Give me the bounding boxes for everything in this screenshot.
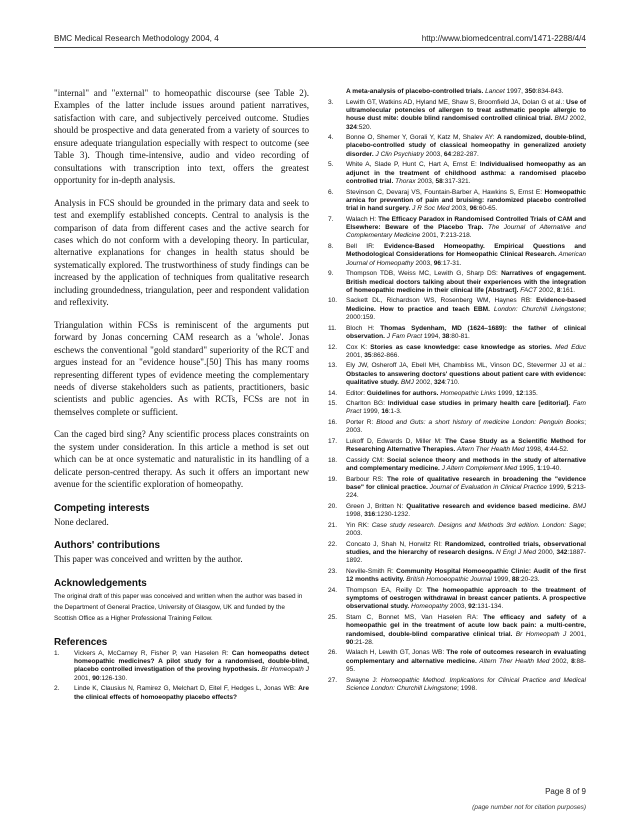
reference-year: 1998,: [524, 446, 545, 454]
reference-pages: :44-52.: [548, 446, 569, 454]
reference-item: [328, 161, 586, 186]
authors-contributions-heading: Authors' contributions: [54, 540, 161, 552]
reference-year: 1999,: [495, 389, 516, 397]
reference-year: 1999,: [547, 483, 568, 491]
reference-pages: :710.: [444, 379, 460, 387]
reference-title: Evidence-based Medicine. How to practice and teach EBM.: [346, 297, 586, 313]
reference-text: [74, 685, 309, 702]
reference-text: [346, 457, 586, 474]
reference-pages: :161.: [560, 286, 576, 294]
reference-volume: 350: [524, 88, 536, 95]
reference-title: The homeopathic approach to the treatment of symptoms of oestrogen withdrawal in breast cancer patients. A prospective observational study.: [346, 586, 586, 611]
reference-pages: :80-81.: [449, 332, 470, 340]
reference-pages: :862-866.: [371, 351, 400, 359]
reference-text: [346, 587, 586, 612]
reference-authors: Swayne J:: [346, 676, 381, 684]
reference-item: [54, 685, 309, 702]
journal-citation: BMC Medical Research Methodology 2004, 4: [54, 34, 219, 43]
reference-number: 8.: [328, 242, 334, 250]
reference-year: 2003,: [413, 259, 434, 267]
reference-volume: 92: [468, 603, 476, 611]
reference-number: 14.: [328, 389, 338, 397]
reference-year: 2001,: [566, 630, 587, 638]
reference-text: [346, 541, 586, 566]
reference-item: [328, 522, 586, 539]
reference-item: [328, 677, 586, 694]
reference-title: Are the clinical effects of homoeopathy placebo effects?: [74, 685, 309, 701]
reference-authors: Barbour RS:: [346, 475, 387, 483]
reference-authors: Walach H, Lewith GT, Jonas WB:: [346, 649, 447, 657]
reference-text: [346, 297, 586, 322]
reference-volume: 1: [537, 465, 541, 473]
reference-text: [346, 438, 586, 455]
reference-year: 1997,: [504, 88, 525, 95]
reference-year: 2000,: [536, 548, 557, 556]
reference-text: [74, 650, 309, 683]
reference-number: 10.: [328, 297, 338, 305]
reference-text: [346, 476, 586, 501]
reference-volume: 90: [92, 674, 100, 682]
reference-authors: Vickers A, McCarney R, Fisher P, van Haselen R:: [74, 649, 232, 657]
reference-journal: BMJ: [399, 379, 414, 387]
reference-title: A randomized, double-blind, placebo-controlled study of classical homeopathy in generalized anxiety disorder.: [346, 134, 586, 158]
reference-journal: Homeopathic Method. Implications for Clinical Practice and Medical Science London: Churchill Livingstone: [346, 676, 587, 693]
reference-year: 2003,: [449, 205, 470, 213]
reference-volume: 58: [435, 178, 443, 185]
reference-authors: Thompson EA, Reilly D:: [346, 586, 427, 594]
reference-authors: Yin RK:: [346, 521, 372, 529]
reference-journal: Altern Ther Health Med: [476, 657, 550, 665]
reference-year: 2001,: [74, 674, 93, 682]
reference-year: 2001,: [346, 351, 365, 359]
reference-year: ; 2003.: [346, 419, 587, 435]
reference-number: 3.: [328, 98, 334, 106]
reference-journal: American Journal of Homeopathy: [346, 251, 586, 267]
reference-number: 12.: [328, 343, 338, 351]
reference-journal: BMJ: [570, 502, 586, 510]
reference-number: 21.: [328, 521, 338, 529]
reference-journal: Fam Pract: [346, 400, 586, 416]
reference-year: 1999,: [361, 408, 382, 416]
reference-journal: Med Educ: [551, 343, 586, 351]
reference-year: 1995,: [517, 465, 538, 473]
reference-pages: :834-843.: [535, 88, 564, 95]
reference-volume: 96: [433, 259, 442, 267]
reference-title: Individual case studies in primary health care [editorial].: [387, 400, 571, 408]
authors-contributions-text: This paper was conceived and written by the author.: [54, 554, 243, 565]
reference-authors: Ely JW, Osheroff JA, Ebell MH, Chambliss ML, Vinson DC, Stevermer JJ et al.:: [346, 362, 586, 370]
reference-item: [328, 438, 586, 455]
right-column: [328, 88, 586, 696]
body-paragraph: "internal" and "external" to homeopathic discourse (see Table 2). Examples of the latter include issues around patient narratives, satisfaction with care, and subjectively perceived outcome. Studies should be prospective and data generated from a variety of sources to ensure adequate triangulation especially with respect to outcome (see Table 3). Though time-intensive, audio and video recording of consultations with transcription into text, offers the greatest opportunity for in-depth analysis.: [54, 88, 309, 186]
reference-number: 26.: [328, 649, 338, 657]
reference-text: [346, 568, 586, 585]
reference-text: [346, 189, 586, 214]
reference-number: 22.: [328, 540, 338, 548]
reference-journal: J R Soc Med: [410, 205, 450, 213]
reference-number: 7.: [328, 215, 334, 223]
reference-item: [328, 400, 586, 417]
reference-number: 16.: [328, 419, 338, 426]
reference-volume: 90: [346, 638, 354, 646]
reference-list-right: [328, 88, 586, 693]
reference-journal: Thorax: [393, 178, 416, 185]
reference-item: [328, 390, 586, 398]
reference-year: 1999,: [491, 576, 512, 584]
reference-text: [346, 88, 586, 96]
reference-journal: Lancet: [483, 88, 505, 95]
reference-item: [328, 325, 586, 342]
reference-text: [346, 325, 586, 342]
reference-year: 2003,: [423, 150, 444, 158]
reference-item: [328, 134, 586, 159]
reference-number: 13.: [328, 362, 338, 370]
reference-number: [328, 88, 346, 96]
reference-pages: :21-28.: [353, 638, 374, 646]
reference-authors: Charlton BG:: [346, 400, 388, 408]
reference-title: Social science theory and methods in the study of alternative and complementary medicine.: [346, 456, 586, 473]
reference-title: Stories as case knowledge: case knowledge as stories.: [370, 343, 552, 351]
reference-volume: 35: [364, 351, 372, 359]
reference-authors: Cassidy CM:: [346, 456, 387, 464]
reference-text: [346, 270, 586, 295]
reference-pages: :126-130.: [99, 674, 128, 682]
reference-title: The role of qualitative research in broadening the "evidence base" for clinical practice.: [346, 475, 586, 491]
reference-year: ; 2000:159.: [346, 305, 586, 322]
reference-number: 9.: [328, 270, 334, 278]
reference-authors: White A, Slade P, Hunt C, Hart A, Ernst E:: [346, 161, 480, 169]
competing-interests-heading: Competing interests: [54, 502, 150, 514]
reference-number: 18.: [328, 456, 338, 464]
article-url[interactable]: http://www.biomedcentral.com/1471-2288/4/4: [421, 34, 586, 43]
reference-journal: The Journal of Alternative and Complementary Medicine: [346, 224, 586, 240]
reference-journal: BMJ: [552, 115, 568, 123]
reference-year: 2001,: [420, 232, 441, 240]
reference-title: The role of outcomes research in evaluating complementary and alternative medicine.: [346, 649, 586, 665]
reference-year: 2002,: [549, 657, 572, 665]
reference-authors: Lewith GT, Watkins AD, Hyland ME, Shaw S, Broomfield JA, Dolan G et al.:: [346, 98, 566, 106]
reference-number: 20.: [328, 502, 338, 510]
reference-number: 2.: [54, 685, 60, 693]
reference-volume: 7: [440, 232, 444, 240]
reference-authors: Sackett DL, Richardson WS, Rosenberg WM, Haynes RB:: [346, 297, 537, 305]
reference-authors: Green J, Britten N:: [346, 502, 407, 510]
reference-number: 11.: [328, 324, 337, 332]
reference-title: Narratives of engagement. British medical doctors talking about their experiences with the integration of homeopathic medicine in their clinical life [Abstract].: [346, 270, 587, 294]
acknowledgements-text: The original draft of this paper was conceived and written when the author was based in the Department of General Practice, University of Glasgow, UK and funded by the Scottish Office as a Higher Professional Training Fellow.: [54, 592, 303, 623]
reference-journal: Blood and Guts: a short history of medicine London: Penguin Books: [376, 419, 585, 426]
reference-pages: :20-23.: [519, 576, 540, 584]
reference-title: Homeopathic arnica for prevention of pain and bruising: randomized placebo controlled trial in hand surgery.: [346, 188, 586, 213]
reference-year: ; 1998.: [457, 685, 478, 693]
reference-text: [346, 400, 586, 417]
reference-volume: 88: [511, 576, 520, 584]
reference-number: 24.: [328, 586, 338, 594]
reference-title: A meta-analysis of placebo-controlled trials.: [346, 88, 484, 95]
reference-year: 1994,: [422, 332, 443, 340]
reference-journal: FACT: [518, 286, 537, 294]
reference-title: Community Hospital Homoeopathic Clinic: Audit of the first 12 months activity.: [346, 567, 587, 584]
reference-number: 19.: [328, 475, 338, 483]
reference-pages: :131-134.: [475, 603, 504, 611]
reference-pages: :1-3.: [388, 408, 402, 416]
reference-pages: :317-321.: [442, 178, 471, 185]
reference-item: [328, 297, 586, 322]
reference-number: 25.: [328, 613, 338, 621]
reference-item: [328, 419, 586, 436]
reference-item: [328, 189, 586, 214]
reference-text: [346, 216, 586, 241]
reference-pages: :213-224.: [346, 483, 586, 500]
reference-item: [328, 568, 586, 585]
reference-authors: Stevinson C, Devaraj VS, Fountain-Barber A, Hawkins S, Ernst E:: [346, 188, 545, 196]
reference-text: [346, 243, 586, 268]
reference-journal: London: Churchill Livingstone: [489, 305, 585, 313]
reference-item: [328, 99, 586, 132]
reference-number: 23.: [328, 567, 338, 575]
reference-year: 2002,: [536, 286, 557, 294]
reference-journal: Homeopathic Links: [438, 389, 496, 397]
acknowledgements-heading: Acknowledgements: [54, 577, 147, 589]
reference-text: [346, 419, 586, 436]
reference-pages: :213-218.: [443, 232, 472, 240]
reference-text: [346, 390, 586, 398]
reference-text: [346, 161, 586, 186]
reference-authors: Cox K:: [346, 343, 371, 351]
reference-authors: Editor:: [346, 389, 367, 397]
reference-year: 2003,: [448, 603, 469, 611]
reference-title: Obstacles to answering doctors' questions about patient care with evidence: qualitative study.: [346, 370, 586, 387]
reference-journal: Homeopathy: [409, 603, 449, 611]
reference-title: Evidence-Based Homeopathy. Empirical Questions and Methodological Considerations for Homeopathic Clinical Research.: [346, 242, 587, 259]
reference-pages: :19-40.: [540, 465, 562, 473]
reference-number: 17.: [328, 437, 338, 445]
reference-journal: Br Homeopath J: [259, 666, 310, 674]
reference-authors: Neville-Smith R:: [346, 567, 397, 575]
reference-title: Use of ultramolecular potencies of allergen to treat asthmatic people allergic to house dust mite: double blind randomised controlled clinical trial.: [346, 98, 586, 123]
reference-authors: Bloch H:: [346, 324, 381, 332]
reference-volume: 8: [556, 286, 561, 294]
reference-year: 2003,: [415, 178, 436, 185]
reference-item: [328, 243, 586, 268]
reference-volume: 4: [544, 446, 549, 454]
reference-volume: 38: [442, 332, 450, 340]
reference-journal: Journal of Evaluation in Clinical Practice: [427, 483, 548, 491]
reference-number: 4.: [328, 134, 334, 142]
reference-text: [346, 344, 586, 361]
reference-volume: 12: [515, 389, 524, 397]
reference-number: 6.: [328, 188, 334, 196]
reference-journal: J Fam Pract: [384, 332, 423, 340]
competing-interests-text: None declared.: [54, 516, 109, 527]
reference-volume: 316: [364, 511, 376, 519]
reference-item: [328, 587, 586, 612]
reference-volume: 5: [567, 483, 572, 491]
body-paragraph: Analysis in FCS should be grounded in the primary data and seek to test and exemplify established concepts. Central to analysis is the comparison of data from different cases and the active search for cases which do not conform with a developing theory. In particular, alternative explanations for changes in health status should be systematically explored. The trustworthiness of study findings can be increased by the application of techniques from qualitative research including groundedness, triangulation, peer and respondent validation and reflexivity.: [54, 197, 309, 308]
reference-text: [346, 503, 586, 520]
reference-text: [346, 677, 586, 694]
reference-title: Qualitative research and evidence based medicine.: [406, 502, 571, 510]
reference-pages: :520.: [356, 123, 372, 131]
reference-item: [328, 270, 586, 295]
reference-item: [328, 541, 586, 566]
reference-number: 5.: [328, 161, 334, 169]
reference-text: [346, 649, 586, 674]
reference-item: [328, 457, 586, 474]
reference-title: Can homeopaths detect homeopathic medicines? A pilot study for a randomised, double-blind, placebo controlled investigation of the proving hypothesis.: [74, 649, 309, 674]
running-header: [54, 34, 586, 46]
reference-pages: :135.: [523, 389, 538, 397]
reference-year: 2002,: [567, 115, 586, 123]
reference-journal: J Clin Psychiatry: [373, 150, 424, 158]
reference-authors: Thompson TDB, Weiss MC, Lewith G, Sharp DS:: [346, 270, 502, 278]
body-paragraph: Can the caged bird sing? Any scientific process places constraints on the system under consideration. In this article a method is set out which can be at once systematic and naturalistic in its handling of a delicate person-centred therapy. As such it offers an important new avenue for the scientific exploration of homeopathy.: [54, 429, 309, 490]
reference-authors: Bonne O, Shemer Y, Gorali Y, Katz M, Shalev AY:: [346, 134, 497, 142]
reference-pages: :282-287.: [451, 150, 479, 158]
reference-journal: Br Homeopath J: [512, 630, 567, 638]
reference-volume: 8: [571, 657, 575, 665]
reference-journal: N Engl J Med: [493, 548, 536, 556]
reference-pages: :1887-1892.: [346, 548, 586, 565]
reference-number: 27.: [328, 676, 338, 684]
reference-authors: Stam C, Bonnet MS, Van Haselen RA:: [346, 613, 484, 621]
reference-authors: Bell IR:: [346, 242, 384, 250]
reference-year: 1998,: [346, 511, 365, 519]
reference-pages: :88-95.: [346, 657, 586, 674]
reference-title: Randomized, controlled trials, observational studies, and the hierarchy of research designs.: [346, 540, 586, 556]
reference-item: [328, 614, 586, 647]
reference-item: [328, 362, 586, 387]
reference-volume: 96: [469, 205, 477, 213]
reference-year: ; 2003.: [346, 521, 586, 538]
reference-volume: 324: [346, 123, 357, 131]
reference-authors: Concato J, Shah N, Horwitz RI:: [346, 540, 445, 548]
reference-item: [328, 216, 586, 241]
reference-title: Thomas Sydenham, MD (1624–1689): the father of clinical observation.: [346, 324, 587, 340]
reference-text: [346, 522, 586, 539]
reference-item: [328, 503, 586, 520]
reference-volume: 324: [433, 379, 445, 387]
reference-year: 2002,: [413, 379, 434, 387]
reference-title: Individualised homeopathy as an adjunct in the treatment of childhood asthma: a randomised placebo controlled trial.: [346, 161, 586, 185]
page-number: Page 8 of 9: [545, 787, 586, 796]
reference-item: [328, 88, 586, 96]
reference-pages: :17-31.: [441, 259, 462, 267]
reference-journal: British Homoeopathic Journal: [404, 576, 492, 584]
reference-pages: :1230-1232.: [375, 511, 411, 519]
reference-volume: 16: [381, 408, 389, 416]
reference-number: 1.: [54, 649, 60, 657]
reference-item: [328, 649, 586, 674]
body-paragraph: Triangulation within FCSs is reminiscent of the arguments put forward by Jonas concerning CAM research as a 'whole'. Jonas eschews the conventional "gold standard" superiority of the RCT and argues instead for an "evidence house".[50] This has many rooms representing different types of evidence meeting the complementary needs of diverse stakeholders such as patients, practitioners, basic scientists and public agencies. As with RCTs, FCSs are not in themselves complete or sufficient.: [54, 319, 309, 417]
reference-title: The efficacy and safety of a homeopathic gel in the treatment of acute low back pain: a multi-centre, randomised, double-blind comparative clinical trial.: [346, 613, 586, 638]
reference-title: The Efficacy Paradox in Randomised Controlled Trials of CAM and Elsewhere: Beware of the Placebo Trap.: [346, 215, 586, 232]
reference-text: [346, 362, 586, 387]
reference-title: Guidelines for authors.: [366, 389, 439, 397]
reference-journal: J Altern Complement Med: [439, 465, 518, 473]
reference-item: [328, 476, 586, 501]
header-rule: [54, 47, 586, 48]
left-column: [54, 87, 309, 704]
reference-text: [346, 134, 586, 159]
reference-volume: 342: [556, 548, 568, 556]
reference-list-left: [54, 650, 309, 702]
reference-item: [328, 344, 586, 361]
reference-journal: Case study research. Designs and Methods 3rd edition. London: Sage: [371, 521, 585, 529]
reference-number: 15.: [328, 400, 338, 408]
reference-authors: Walach H:: [346, 215, 379, 223]
reference-text: [346, 99, 586, 132]
reference-authors: Linde K, Clausius N, Ramirez G, Melchart D, Eitel F, Hedges L, Jonas WB:: [74, 685, 299, 693]
page-number-note: (page number not for citation purposes): [472, 804, 586, 811]
reference-journal: Altern Ther Health Med: [455, 446, 525, 454]
reference-title: The Case Study as a Scientific Method for Researching Alternative Therapies.: [346, 437, 586, 454]
references-heading: References: [54, 636, 108, 648]
reference-pages: :60-65.: [476, 205, 498, 213]
reference-authors: Porter R:: [346, 419, 377, 426]
reference-volume: 64: [443, 150, 452, 158]
reference-text: [346, 614, 586, 647]
reference-authors: Lukoff D, Edwards D, Miller M:: [346, 437, 446, 445]
reference-item: [54, 650, 309, 683]
